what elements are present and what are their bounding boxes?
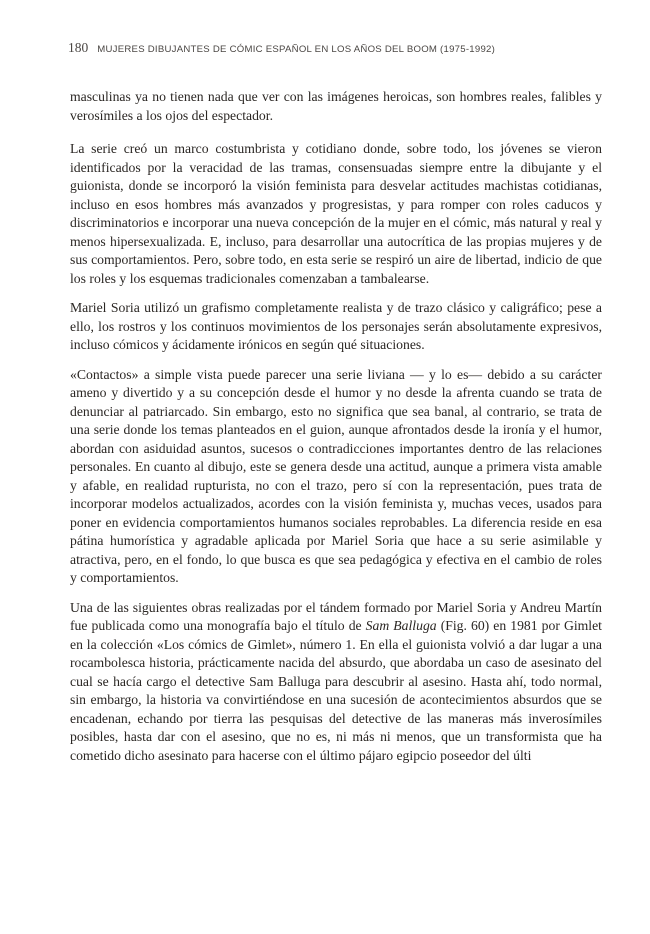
- work-title: Sam Balluga: [365, 618, 437, 633]
- body-text: [70, 88, 602, 765]
- paragraph-text: (Fig. 60) en 1981 por Gimlet en la colección «Los cómics de Gimlet», número 1. En ella el guionista volvió a dar lugar a una rocambolesca historia, prácticamente nacida del absurdo, que abordaba un caso de asesinato del cual se hacía cargo el detective Sam Balluga para descubrir al asesino. Hasta ahí, todo normal, sin embargo, la historia va convirtiéndose en una sucesión de acontecimientos absurdos que se encadenan, echando por tierra las pesquisas del detective de las maneras más inverosímiles posibles, hasta dar con el asesino, que no es, ni más ni menos, que un transformista que ha cometido dicho asesinato para hacerse con el último pájaro egipcio poseedor del últi: [70, 618, 602, 763]
- running-title: MUJERES DIBUJANTES DE CÓMIC ESPAÑOL EN LOS AÑOS DEL BOOM (1975-1992): [97, 44, 496, 55]
- page-number: 180: [68, 40, 89, 55]
- book-page: [70, 40, 602, 776]
- paragraph: [70, 599, 602, 766]
- paragraph: La serie creó un marco costumbrista y cotidiano donde, sobre todo, los jóvenes se vieron identificados por la veracidad de las tramas, consensuadas siempre entre la dibujante y el guionista, donde se incorporó la visión feminista para desvelar actitudes machistas cotidianas, incluso en esos hombres más avanzados y progresistas, y para romper con roles caducos y discriminatorios e incorporar una nueva concepción de la mujer en el cómic, más natural y real y menos hipersexualizada. E, incluso, para desarrollar una autocrítica de las propias mujeres y de sus comportamientos. Pero, sobre todo, en esta serie se respiró un aire de libertad, indicio de que los roles y los esquemas tradicionales comenzaban a tambalearse.: [70, 141, 602, 286]
- paragraph: «Contactos» a simple vista puede parecer una serie liviana — y lo es— debido a su carácter ameno y divertido y a su concepción desde el humor y no desde la afrenta cuando se trata de denunciar al patriarcado. Sin embargo, esto no significa que sea banal, al contrario, se trata de una serie donde los temas planteados en el guion, aunque afrontados desde la ironía y el humor, abordan con asiduidad asuntos, sucesos o contradicciones importantes dentro de las relaciones personales. En cuanto al dibujo, este se genera desde una actitud, aunque a primera vista amable y afable, en realidad rupturista, no con el trazo, pero sí con la representación, pues trata de incorporar modelos actualizados, acordes con la visión feminista y, muchas veces, usados para poner en evidencia comportamientos humanos sociales reprobables. La diferencia reside en esa pátina humorística y agradable aplicada por Mariel Soria que hace a su serie asimilable y atractiva, pero, en el fondo, lo que busca es que sea pedagógica y efectiva en el cambio de roles y comportamientos.: [70, 366, 602, 585]
- paragraph: Mariel Soria utilizó un grafismo completamente realista y de trazo clásico y caligráfico; pese a ello, los rostros y los continuos movimientos de los personajes serán absolutamente expresivos, incluso cómicos y ácidamente irónicos en según qué situaciones.: [70, 300, 602, 352]
- paragraph: masculinas ya no tienen nada que ver con las imágenes heroicas, son hombres reales, falibles y verosímiles a los ojos del espectador.: [70, 89, 602, 123]
- paragraph-text: Una de las siguientes obras realizadas por el tándem formado por Mariel Soria y Andreu Martín fue publicada como una monografía bajo el título de: [70, 599, 602, 633]
- running-header: [68, 40, 602, 60]
